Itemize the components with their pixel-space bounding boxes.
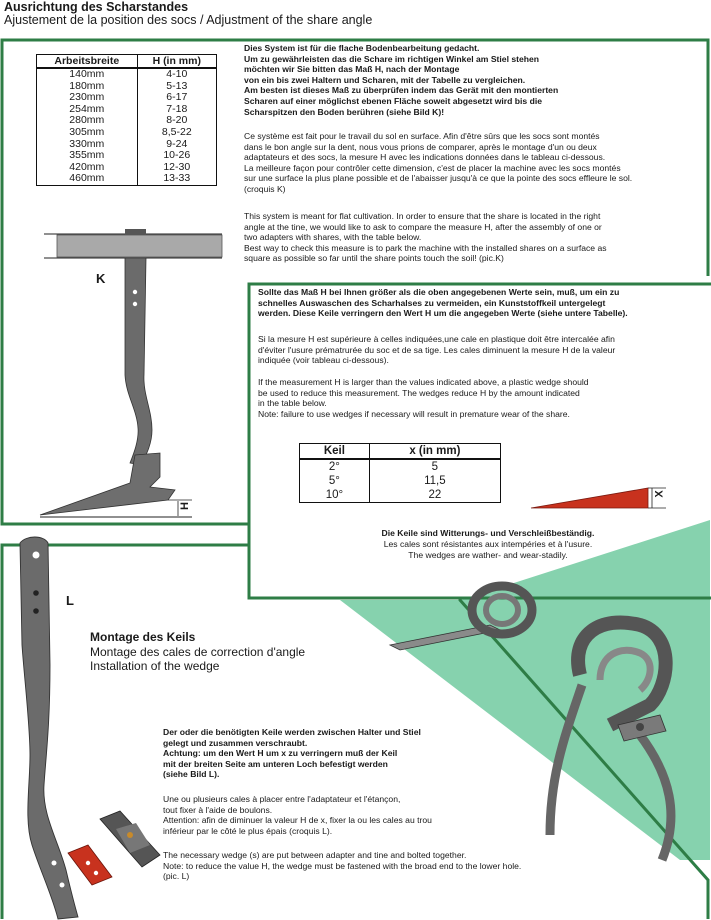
width-cell: 230mm — [37, 92, 138, 104]
figure-k-drawing — [0, 225, 240, 525]
width-cell: 180mm — [37, 81, 138, 93]
width-cell: 420mm — [37, 162, 138, 174]
red-wedge — [68, 845, 112, 885]
table-row — [37, 92, 217, 104]
install-text-de: Der oder die benötigten Keile werden zwischen Halter und Stiel gelegt und zusammen verschraubt. Achtung: um den Wert H um x zu verringern muß der Keil mit der breiten Seite am unteren Loch befestigt werden (siehe Bild L). — [163, 727, 421, 780]
h-cell: 12-30 — [137, 162, 216, 174]
h-cell: 7-18 — [137, 104, 216, 116]
spec-header-width: Arbeitsbreite — [37, 55, 138, 69]
tine-left — [550, 685, 582, 835]
table-row — [37, 104, 217, 116]
tine-hole — [33, 552, 40, 559]
weather-en: The wedges are wather- and wear-stadily. — [408, 550, 568, 560]
tine-hole — [33, 590, 39, 596]
figure-k-label: K — [96, 271, 106, 286]
x-cell: 22 — [369, 488, 500, 503]
wedge-table — [299, 443, 501, 503]
shank-hole — [133, 290, 137, 294]
table-row — [300, 459, 501, 474]
wedge-dim-label: X — [653, 490, 666, 498]
h-cell: 6-17 — [137, 92, 216, 104]
weather-fr: Les cales sont résistantes aux intempéries et à l'usure. — [383, 539, 593, 549]
angle-cell: 5° — [300, 474, 370, 488]
wedge-info-de: Sollte das Maß H bei Ihnen größer als die oben angegebenen Werte sein, muß, um ein zu schnelles Auswaschen des Scharhalses zu vermeiden, ein Kunststoffkeil untergelegt werden. Diese Keile verringern den Wert H um die angegeben Werte (siehe untere Tabelle). — [258, 287, 628, 319]
tine-hole — [52, 861, 57, 866]
montage-title-en: Installation of the wedge — [90, 659, 220, 673]
h-cell: 10-26 — [137, 150, 216, 162]
table-row — [300, 474, 501, 488]
h-cell: 4-10 — [137, 68, 216, 81]
width-cell: 355mm — [37, 150, 138, 162]
tine-shank — [125, 258, 152, 465]
table-row — [37, 127, 217, 139]
adapter-bolt — [127, 832, 133, 838]
intro-text-de: Dies System ist für die flache Bodenbearbeitung gedacht. Um zu gewährleisten das die Schare im richtigen Winkel am Stiel stehen möchten wir Sie bitten das Maß H, nach der Montage von ein bis zwei Haltern und Scharen, mit der Tabelle zu vergleichen. Am besten ist dieses Maß zu überprüfen indem das Gerät mit den montierten Scharen auf einer möglichst ebenen Fläche soweit abgesetzt wird bis die Scharspitzen den Boden berühren (siehe Bild K)! — [244, 43, 559, 117]
page-title: Ausrichtung des Scharstandes — [4, 0, 189, 14]
tine-hole — [33, 608, 39, 614]
h-cell: 9-24 — [137, 139, 216, 151]
tine-right — [640, 735, 671, 860]
x-cell: 11,5 — [369, 474, 500, 488]
wedge-info-en: If the measurement H is larger than the values indicated above, a plastic wedge should be used to reduce this measurement. The wedges reduce H by the amount indicated in the table below. Note: failure to use wedges if necessary will result in premature wear of the share. — [258, 377, 589, 419]
install-text-en: The necessary wedge (s) are put between adapter and tine and bolted together. Note: to reduce the value H, the wedge must be fastened with the broad end to the lower hole. (pic. L) — [163, 850, 522, 882]
h-cell: 8-20 — [137, 115, 216, 127]
width-cell: 254mm — [37, 104, 138, 116]
wedge-info-fr: Si la mesure H est supérieure à celles indiquées,une cale en plastique doit être intercalée afin d'éviter l'usure prématrurée du soc et de sa tige. Les cales diminuent la mesure H de la valeur indiquée (voir tableau ci-dessous). — [258, 334, 616, 366]
wedge-hole — [86, 861, 90, 865]
h-cell: 5-13 — [137, 81, 216, 93]
spring-loop-inner — [600, 650, 650, 690]
weather-de: Die Keile sind Witterungs- und Verschleißbeständig. — [381, 528, 595, 538]
width-cell: 305mm — [37, 127, 138, 139]
wedge-diagram — [528, 482, 668, 512]
figure-l-label: L — [66, 593, 74, 608]
table-row — [37, 68, 217, 81]
table-row — [300, 488, 501, 503]
angle-cell: 2° — [300, 459, 370, 474]
wedge-header-x: x (in mm) — [369, 444, 500, 460]
wedge-header-keil: Keil — [300, 444, 370, 460]
frame-beam — [57, 235, 222, 257]
width-cell: 330mm — [37, 139, 138, 151]
x-cell: 5 — [369, 459, 500, 474]
table-row — [37, 173, 217, 185]
install-text-fr: Une ou plusieurs cales à placer entre l'adaptateur et l'étançon, tout fixer à l'aide de boulons. Attention: afin de diminuer la valeur H de x, fixer la ou les cales au trou inférieur par le côté le plus épais (croquis L). — [163, 794, 432, 836]
adapter-wedge-drawing — [60, 805, 170, 890]
montage-title-fr: Montage des cales de correction d'angle — [90, 645, 306, 659]
intro-text-en: This system is meant for flat cultivation. In order to ensure that the share is located in the right angle at the tine, we would like to ask to compare the measure H, after the assembly of one or two adapters with shares, with the table below. Best way to check this measure is to park the machine with the installed shares on a surface as square as possible so far until the share points touch the soil! (pic.K) — [244, 211, 607, 264]
h-cell: 8,5-22 — [137, 127, 216, 139]
figure-k-dim-label: H — [178, 502, 191, 510]
spec-header-h: H (in mm) — [137, 55, 216, 69]
wedge-shape — [531, 488, 648, 508]
shank-hole — [133, 302, 137, 306]
spring-coil-inner — [486, 596, 518, 624]
width-cell: 460mm — [37, 173, 138, 185]
table-row — [37, 150, 217, 162]
intro-text-fr: Ce système est fait pour le travail du sol en surface. Afin d'être sûrs que les socs sont montés dans le bon angle sur la dent, nous vous prions de comparer, après le montage d'un ou deux adaptateurs et des socs, la mesure H avec les indications données dans le tableau ci-dessous. La meilleure façon pour contrôler cette dimension, c'est de placer la machine avec les socs montés sur une surface la plus plane possible et de l'abaisser jusqu'à ce que la pointe des socs effleure le sol. (croquis K) — [244, 131, 633, 194]
h-cell: 13-33 — [137, 173, 216, 185]
angle-cell: 10° — [300, 488, 370, 503]
montage-title-de: Montage des Keils — [90, 630, 196, 644]
page-subtitle: Ajustement de la position des socs / Adjustment of the share angle — [4, 13, 373, 27]
bolt — [636, 723, 644, 731]
table-row — [37, 81, 217, 93]
width-cell: 280mm — [37, 115, 138, 127]
tine-top-stub — [125, 229, 146, 235]
spec-table — [36, 54, 217, 186]
wedge-hole — [94, 871, 98, 875]
share-blade — [40, 453, 175, 515]
width-cell: 140mm — [37, 68, 138, 81]
